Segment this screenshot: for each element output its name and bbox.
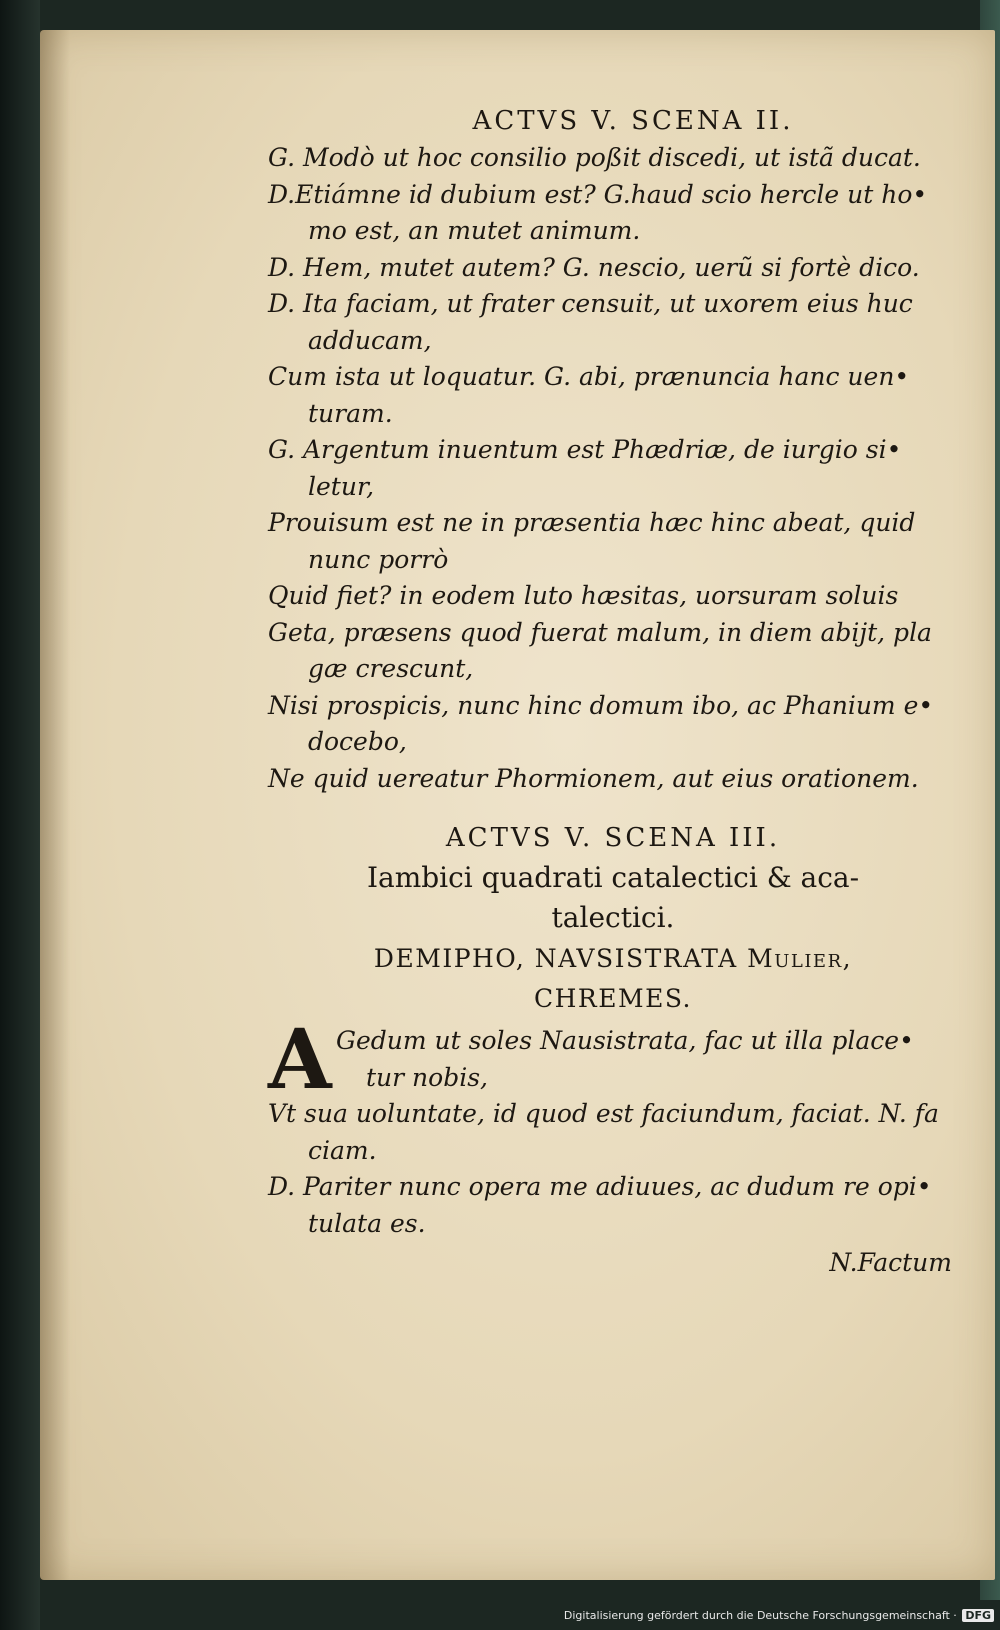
scene-heading-act5-scene3: ACTVS V. SCENA III.: [445, 823, 781, 853]
verse-line: docebo,: [308, 727, 407, 756]
verse-line: D. Hem, mutet autem? G. nescio, uerũ si fortè dico.: [268, 252, 920, 282]
verse-line: Vt sua uoluntate, id quod est faciundum, faciat. N. fa: [268, 1099, 939, 1128]
page-gutter-shadow: [40, 30, 70, 1580]
digitization-credit: [564, 1609, 994, 1622]
drop-cap-initial: A: [268, 1012, 332, 1108]
page-text: [268, 102, 958, 1277]
verse-line: adducam,: [308, 325, 432, 355]
verse-line: letur,: [308, 471, 375, 501]
verse-line: tur nobis,: [366, 1062, 488, 1092]
credit-text: Digitalisierung gefördert durch die Deutsche Forschungsgemeinschaft ·: [563, 1609, 957, 1622]
verse-line: Geta, præsens quod fuerat malum, in diem abijt, pla: [268, 617, 932, 647]
book-page: [40, 30, 995, 1580]
verse-line: tulata es.: [308, 1208, 426, 1238]
verse-line: nunc porrò: [308, 544, 449, 574]
verse-line: ciam.: [308, 1135, 377, 1165]
verse-line: D. Ita faciam, ut frater censuit, ut uxorem eius huc: [268, 289, 913, 318]
dfg-logo: DFG: [962, 1609, 994, 1622]
verse-line: gæ crescunt,: [308, 654, 474, 683]
verse-line: mo est, an mutet animum.: [308, 216, 641, 245]
verse-line: G. Argentum inuentum est Phædriæ, de iurgio si•: [268, 435, 902, 464]
verse-line: D.Etiámne id dubium est? G.haud scio hercle ut ho•: [268, 179, 928, 209]
scene-2-text: [268, 140, 958, 797]
cast-list: DEMIPHO, NAVSISTRATA Mulier,: [373, 944, 853, 973]
scene-heading-act5-scene2: ACTVS V. SCENA II.: [472, 106, 794, 136]
meter-description-continued: talectici.: [551, 901, 675, 934]
scanner-frame-left: [0, 0, 40, 1630]
verse-line: Quid fiet? in eodem luto hæsitas, uorsuram soluis: [268, 581, 899, 610]
verse-line: G. Modò ut hoc consilio poßit discedi, ut istã ducat.: [268, 143, 921, 172]
verse-line: turam.: [308, 398, 393, 428]
meter-description: Iambici quadrati catalectici & aca-: [366, 861, 860, 894]
verse-line: Ne quid uereatur Phormionem, aut eius orationem.: [268, 763, 919, 793]
cast-list-continued: CHREMES.: [533, 984, 693, 1013]
catchword: N.Factum: [829, 1248, 952, 1277]
verse-line: Gedum ut soles Nausistrata, fac ut illa place•: [336, 1026, 914, 1055]
section-gap: [268, 797, 958, 819]
scene-3-text: [268, 1096, 958, 1242]
verse-line: Cum ista ut loquatur. G. abi, prænuncia hanc uen•: [268, 362, 910, 391]
verse-line: Prouisum est ne in præsentia hæc hinc abeat, quid: [268, 508, 916, 537]
scene-3-opening: [268, 1012, 958, 1108]
verse-line: D. Pariter nunc opera me adiuues, ac dudum re opi•: [268, 1172, 932, 1201]
verse-line: Nisi prospicis, nunc hinc domum ibo, ac Phanium e•: [268, 690, 934, 720]
